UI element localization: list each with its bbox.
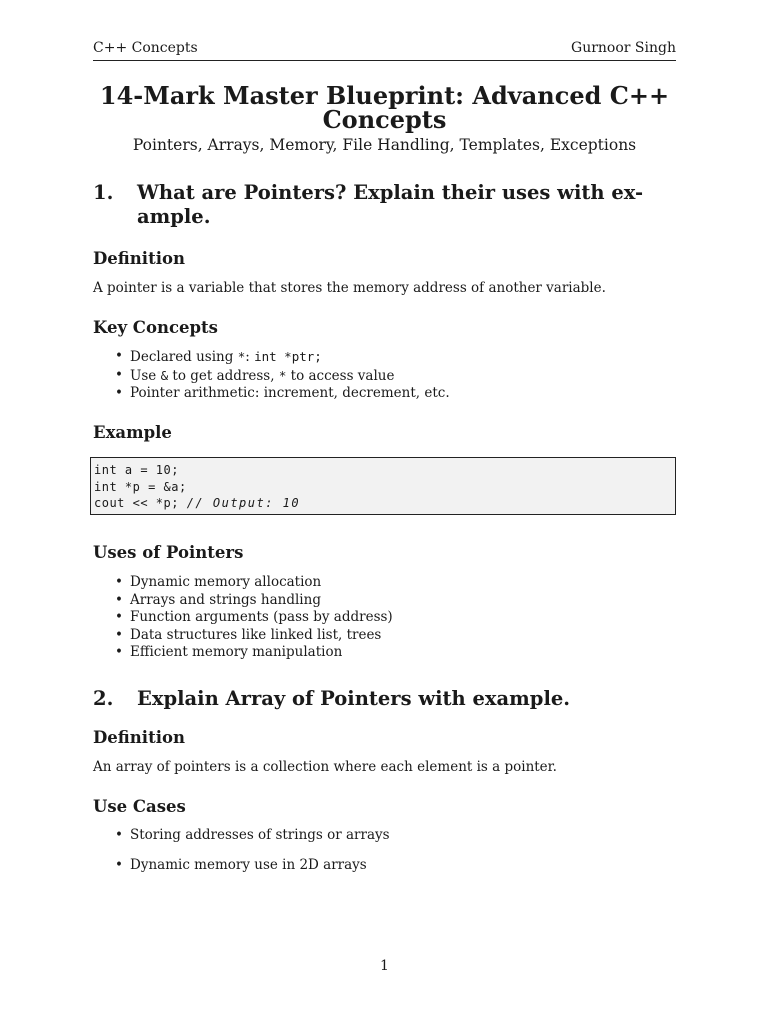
key-concepts-heading: Key Concepts (93, 318, 218, 337)
code-line-1: int a = 10; (94, 463, 179, 477)
use-cases-heading: Use Cases (93, 797, 186, 816)
list-item: • Pointer arithmetic: increment, decrement, etc. (113, 385, 450, 403)
list-item: • Efficient memory manipulation (113, 644, 393, 662)
use-cases-list (113, 827, 390, 887)
title-line-2: Concepts (322, 105, 447, 134)
key-concepts-list (113, 348, 450, 403)
document-page (93, 0, 676, 1024)
list-item: • Use & to get address, * to access value (113, 367, 450, 386)
running-header (93, 40, 676, 61)
header-author: Gurnoor Singh (571, 40, 676, 56)
list-item: • Declared using *: int *ptr; (113, 348, 450, 367)
list-item: • Storing addresses of strings or arrays (113, 827, 390, 845)
title-line-1: 14-Mark Master Blueprint: Advanced C++ (99, 81, 670, 110)
section-1-definition-text: A pointer is a variable that stores the memory address of another variable. (93, 280, 606, 296)
section-1-heading-line-2: ample. (137, 205, 211, 228)
section-1-heading-line-1: What are Pointers? Explain their uses with ex- (137, 181, 644, 204)
header-left-title: C++ Concepts (93, 40, 198, 56)
list-item: • Dynamic memory allocation (113, 574, 393, 592)
section-2-heading-text: Explain Array of Pointers with example. (137, 687, 571, 710)
code-comment: // Output: 10 (186, 496, 301, 510)
code-block (90, 457, 676, 515)
example-heading: Example (93, 423, 172, 442)
section-1-number: 1. (93, 181, 114, 204)
list-item: • Data structures like linked list, trees (113, 627, 393, 645)
code-line-2: int *p = &a; (94, 479, 187, 494)
section-2-number: 2. (93, 687, 114, 710)
document-subtitle: Pointers, Arrays, Memory, File Handling, Templates, Exceptions (132, 136, 637, 154)
code-line-3: cout << *p; // Output: 10 (94, 496, 301, 510)
section-2-definition-heading: Definition (93, 728, 185, 747)
page-number: 1 (380, 958, 389, 974)
list-item: • Dynamic memory use in 2D arrays (113, 857, 390, 875)
section-2-definition-text: An array of pointers is a collection where each element is a pointer. (93, 759, 557, 775)
document-title (93, 81, 676, 134)
uses-of-pointers-list (113, 574, 393, 662)
section-1-definition-heading: Definition (93, 249, 185, 268)
section-1-heading (93, 181, 676, 229)
section-2-heading (93, 687, 676, 711)
list-item: • Function arguments (pass by address) (113, 609, 393, 627)
list-item: • Arrays and strings handling (113, 592, 393, 610)
uses-of-pointers-heading: Uses of Pointers (93, 543, 244, 562)
